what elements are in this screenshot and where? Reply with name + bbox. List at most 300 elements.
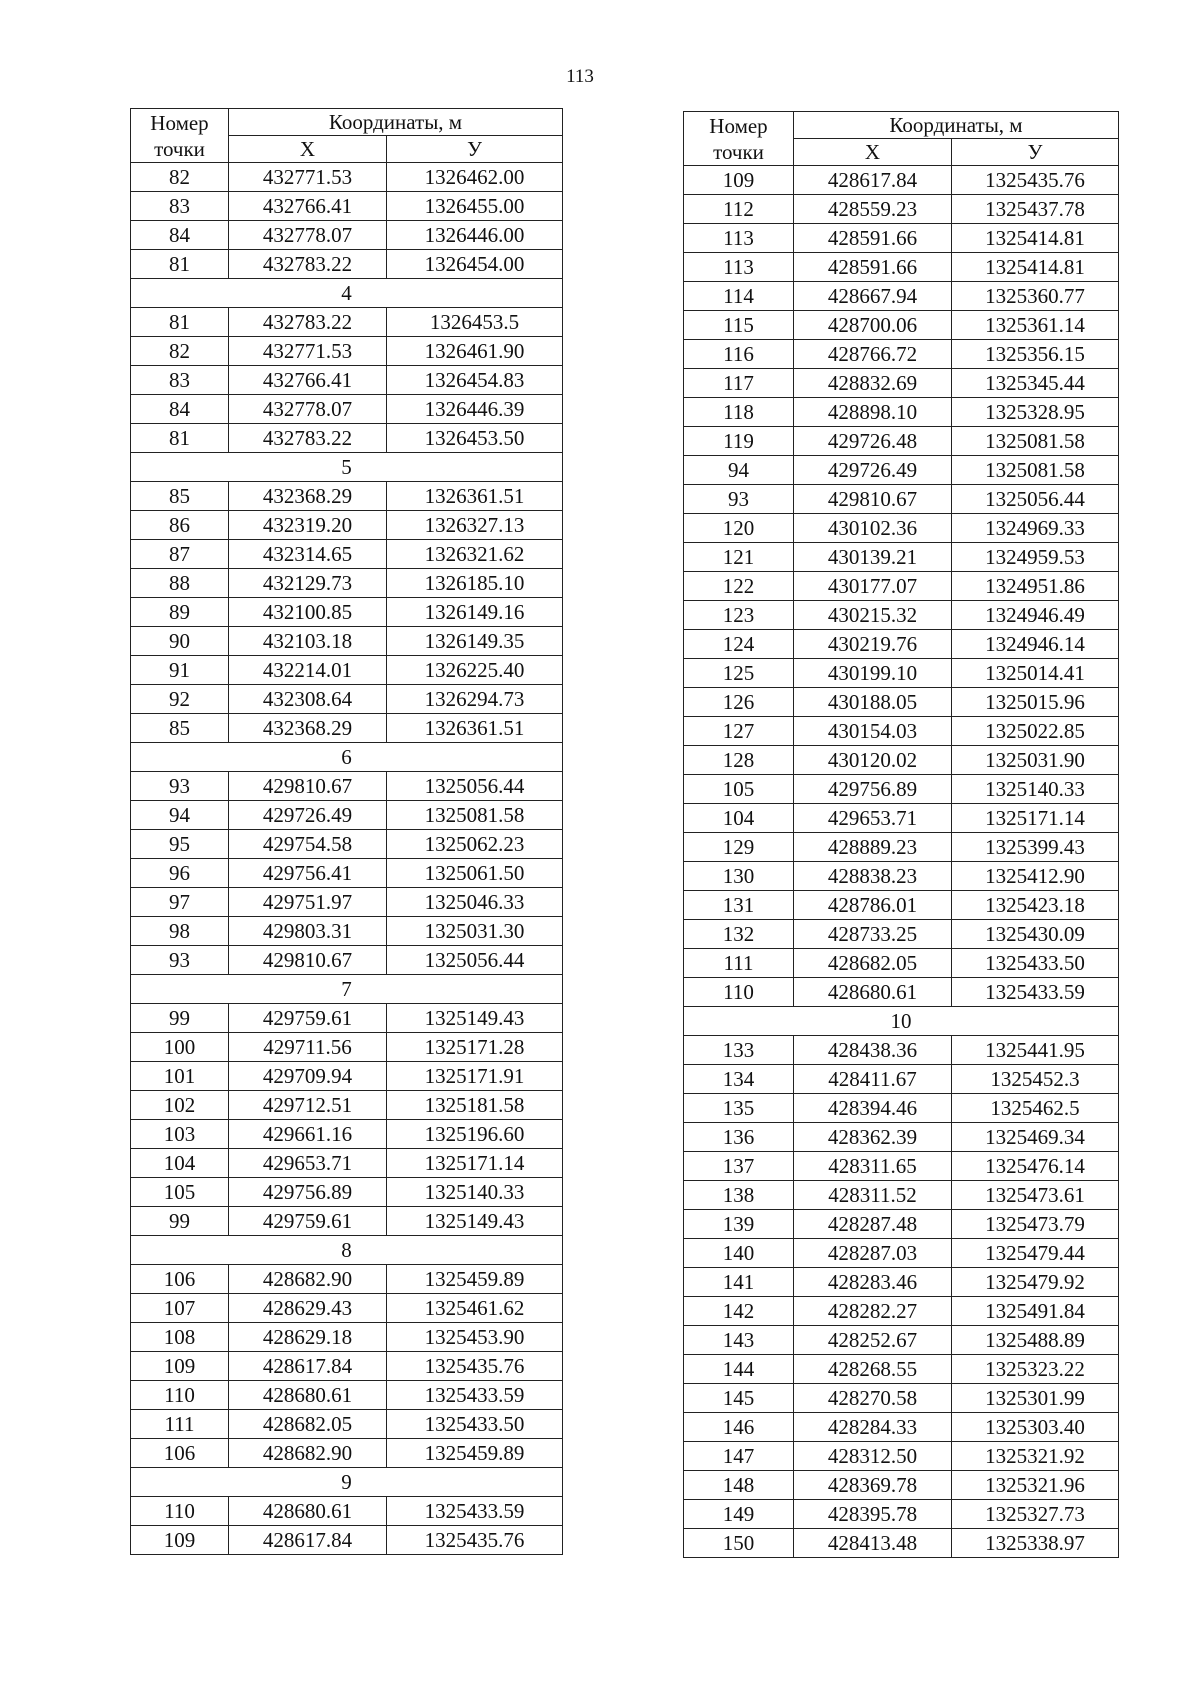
table-row	[131, 917, 563, 946]
x-coordinate-cell: 430102.36	[794, 514, 952, 543]
point-number-cell: 135	[684, 1094, 794, 1123]
table-row	[684, 224, 1119, 253]
point-number-cell: 120	[684, 514, 794, 543]
x-coordinate-cell: 432783.22	[229, 250, 387, 279]
y-coordinate-cell: 1325488.89	[952, 1326, 1119, 1355]
table-row	[684, 862, 1119, 891]
y-coordinate-cell: 1326462.00	[387, 163, 563, 192]
table-row	[131, 1410, 563, 1439]
x-coordinate-cell: 429759.61	[229, 1004, 387, 1033]
point-number-cell: 103	[131, 1120, 229, 1149]
y-coordinate-cell: 1325301.99	[952, 1384, 1119, 1413]
x-coordinate-cell: 428284.33	[794, 1413, 952, 1442]
table-row	[131, 482, 563, 511]
table-row	[131, 1207, 563, 1236]
table-row	[131, 859, 563, 888]
point-number-cell: 83	[131, 192, 229, 221]
y-coordinate-cell: 1324951.86	[952, 572, 1119, 601]
table-row	[131, 1149, 563, 1178]
table-row	[131, 569, 563, 598]
point-number-cell: 91	[131, 656, 229, 685]
x-coordinate-cell: 428283.46	[794, 1268, 952, 1297]
table-row	[684, 949, 1119, 978]
point-number-cell: 111	[684, 949, 794, 978]
section-number: 6	[131, 743, 563, 772]
y-coordinate-cell: 1325441.95	[952, 1036, 1119, 1065]
table-row	[131, 250, 563, 279]
page-number: 113	[566, 66, 594, 87]
table-row	[684, 1036, 1119, 1065]
y-coordinate-cell: 1325437.78	[952, 195, 1119, 224]
table-row	[131, 1120, 563, 1149]
y-coordinate-cell: 1325423.18	[952, 891, 1119, 920]
y-coordinate-cell: 1325433.59	[952, 978, 1119, 1007]
table-row	[684, 833, 1119, 862]
y-coordinate-cell: 1325473.79	[952, 1210, 1119, 1239]
table-row	[131, 511, 563, 540]
x-coordinate-cell: 429756.89	[229, 1178, 387, 1207]
x-coordinate-cell: 429754.58	[229, 830, 387, 859]
point-number-cell: 123	[684, 601, 794, 630]
x-coordinate-cell: 428438.36	[794, 1036, 952, 1065]
y-coordinate-cell: 1325491.84	[952, 1297, 1119, 1326]
point-number-cell: 81	[131, 250, 229, 279]
x-coordinate-cell: 429756.89	[794, 775, 952, 804]
y-coordinate-cell: 1325056.44	[387, 946, 563, 975]
x-coordinate-cell: 428270.58	[794, 1384, 952, 1413]
x-coordinate-cell: 432100.85	[229, 598, 387, 627]
x-coordinate-cell: 428395.78	[794, 1500, 952, 1529]
table-row	[131, 888, 563, 917]
point-number-cell: 133	[684, 1036, 794, 1065]
point-number-cell: 105	[684, 775, 794, 804]
section-number: 8	[131, 1236, 563, 1265]
x-coordinate-cell: 428838.23	[794, 862, 952, 891]
y-coordinate-cell: 1325414.81	[952, 253, 1119, 282]
table-row	[131, 337, 563, 366]
point-number-cell: 109	[131, 1352, 229, 1381]
point-number-cell: 107	[131, 1294, 229, 1323]
x-coordinate-cell: 428617.84	[229, 1352, 387, 1381]
table-row	[131, 1265, 563, 1294]
x-coordinate-cell: 432778.07	[229, 221, 387, 250]
y-coordinate-cell: 1325476.14	[952, 1152, 1119, 1181]
y-coordinate-cell: 1325338.97	[952, 1529, 1119, 1558]
y-coordinate-cell: 1325412.90	[952, 862, 1119, 891]
point-number-cell: 115	[684, 311, 794, 340]
table-row	[684, 1065, 1119, 1094]
point-number-cell: 147	[684, 1442, 794, 1471]
point-number-cell: 87	[131, 540, 229, 569]
table-row	[684, 572, 1119, 601]
y-coordinate-cell: 1326455.00	[387, 192, 563, 221]
table-row	[684, 514, 1119, 543]
table-row	[131, 163, 563, 192]
x-coordinate-cell: 428287.03	[794, 1239, 952, 1268]
y-coordinate-cell: 1325462.5	[952, 1094, 1119, 1123]
table-row	[131, 830, 563, 859]
table-row	[684, 166, 1119, 195]
point-number-cell: 145	[684, 1384, 794, 1413]
y-coordinate-cell: 1325081.58	[952, 456, 1119, 485]
table-row	[131, 1352, 563, 1381]
x-coordinate-cell: 428287.48	[794, 1210, 952, 1239]
x-coordinate-cell: 428312.50	[794, 1442, 952, 1471]
x-coordinate-cell: 432783.22	[229, 308, 387, 337]
header-coordinates: Координаты, м	[794, 112, 1119, 139]
y-coordinate-cell: 1325321.96	[952, 1471, 1119, 1500]
point-number-cell: 110	[131, 1381, 229, 1410]
table-row	[684, 630, 1119, 659]
x-coordinate-cell: 428394.46	[794, 1094, 952, 1123]
point-number-cell: 149	[684, 1500, 794, 1529]
x-coordinate-cell: 430154.03	[794, 717, 952, 746]
y-coordinate-cell: 1325171.28	[387, 1033, 563, 1062]
x-coordinate-cell: 429661.16	[229, 1120, 387, 1149]
y-coordinate-cell: 1325056.44	[952, 485, 1119, 514]
point-number-cell: 82	[131, 337, 229, 366]
y-coordinate-cell: 1326149.16	[387, 598, 563, 627]
table-row	[684, 485, 1119, 514]
y-coordinate-cell: 1325081.58	[952, 427, 1119, 456]
x-coordinate-cell: 432766.41	[229, 192, 387, 221]
point-number-cell: 100	[131, 1033, 229, 1062]
x-coordinate-cell: 428898.10	[794, 398, 952, 427]
x-coordinate-cell: 428268.55	[794, 1355, 952, 1384]
y-coordinate-cell: 1325303.40	[952, 1413, 1119, 1442]
x-coordinate-cell: 428680.61	[229, 1497, 387, 1526]
y-coordinate-cell: 1325328.95	[952, 398, 1119, 427]
y-coordinate-cell: 1325081.58	[387, 801, 563, 830]
table-row	[684, 775, 1119, 804]
y-coordinate-cell: 1326446.00	[387, 221, 563, 250]
y-coordinate-cell: 1325031.90	[952, 746, 1119, 775]
point-number-cell: 93	[131, 772, 229, 801]
table-row	[684, 920, 1119, 949]
point-number-cell: 86	[131, 511, 229, 540]
y-coordinate-cell: 1324946.49	[952, 601, 1119, 630]
x-coordinate-cell: 429756.41	[229, 859, 387, 888]
x-coordinate-cell: 432103.18	[229, 627, 387, 656]
y-coordinate-cell: 1324959.53	[952, 543, 1119, 572]
y-coordinate-cell: 1325433.50	[952, 949, 1119, 978]
header-point-number: Номер точки	[684, 112, 794, 166]
x-coordinate-cell: 428369.78	[794, 1471, 952, 1500]
point-number-cell: 104	[684, 804, 794, 833]
table-row	[684, 1442, 1119, 1471]
table-row	[684, 1413, 1119, 1442]
point-number-cell: 93	[684, 485, 794, 514]
point-number-cell: 136	[684, 1123, 794, 1152]
table-row	[131, 1323, 563, 1352]
y-coordinate-cell: 1325433.59	[387, 1497, 563, 1526]
point-number-cell: 126	[684, 688, 794, 717]
table-row	[684, 311, 1119, 340]
table-row	[684, 1529, 1119, 1558]
x-coordinate-cell: 428733.25	[794, 920, 952, 949]
x-coordinate-cell: 428667.94	[794, 282, 952, 311]
x-coordinate-cell: 428411.67	[794, 1065, 952, 1094]
y-coordinate-cell: 1325479.92	[952, 1268, 1119, 1297]
y-coordinate-cell: 1325140.33	[952, 775, 1119, 804]
x-coordinate-cell: 428766.72	[794, 340, 952, 369]
x-coordinate-cell: 429810.67	[229, 772, 387, 801]
y-coordinate-cell: 1325469.34	[952, 1123, 1119, 1152]
y-coordinate-cell: 1326361.51	[387, 714, 563, 743]
x-coordinate-cell: 428889.23	[794, 833, 952, 862]
x-coordinate-cell: 430188.05	[794, 688, 952, 717]
point-number-cell: 150	[684, 1529, 794, 1558]
table-row	[684, 1500, 1119, 1529]
section-separator-row	[131, 453, 563, 482]
point-number-cell: 105	[131, 1178, 229, 1207]
table-row	[684, 1471, 1119, 1500]
x-coordinate-cell: 430139.21	[794, 543, 952, 572]
y-coordinate-cell: 1325181.58	[387, 1091, 563, 1120]
point-number-cell: 81	[131, 308, 229, 337]
x-coordinate-cell: 428629.18	[229, 1323, 387, 1352]
y-coordinate-cell: 1325061.50	[387, 859, 563, 888]
header-y: У	[387, 136, 563, 163]
x-coordinate-cell: 429726.49	[229, 801, 387, 830]
section-separator-row	[131, 279, 563, 308]
table-row	[684, 1210, 1119, 1239]
section-separator-row	[131, 975, 563, 1004]
point-number-cell: 104	[131, 1149, 229, 1178]
y-coordinate-cell: 1326149.35	[387, 627, 563, 656]
y-coordinate-cell: 1325022.85	[952, 717, 1119, 746]
y-coordinate-cell: 1326453.5	[387, 308, 563, 337]
point-number-cell: 111	[131, 1410, 229, 1439]
y-coordinate-cell: 1325171.14	[387, 1149, 563, 1178]
x-coordinate-cell: 428591.66	[794, 253, 952, 282]
table-row	[684, 282, 1119, 311]
point-number-cell: 144	[684, 1355, 794, 1384]
point-number-cell: 148	[684, 1471, 794, 1500]
x-coordinate-cell: 429726.49	[794, 456, 952, 485]
point-number-cell: 110	[131, 1497, 229, 1526]
point-number-cell: 122	[684, 572, 794, 601]
point-number-cell: 98	[131, 917, 229, 946]
y-coordinate-cell: 1325459.89	[387, 1439, 563, 1468]
table-row	[131, 598, 563, 627]
table-row	[684, 746, 1119, 775]
point-number-cell: 96	[131, 859, 229, 888]
table-row	[684, 1094, 1119, 1123]
x-coordinate-cell: 432368.29	[229, 482, 387, 511]
point-number-cell: 109	[131, 1526, 229, 1555]
x-coordinate-cell: 429810.67	[229, 946, 387, 975]
table-row	[684, 1239, 1119, 1268]
x-coordinate-cell: 429711.56	[229, 1033, 387, 1062]
x-coordinate-cell: 432771.53	[229, 337, 387, 366]
y-coordinate-cell: 1325356.15	[952, 340, 1119, 369]
section-number: 10	[684, 1007, 1119, 1036]
table-row	[131, 772, 563, 801]
point-number-cell: 127	[684, 717, 794, 746]
table-row	[684, 1181, 1119, 1210]
point-number-cell: 117	[684, 369, 794, 398]
y-coordinate-cell: 1325140.33	[387, 1178, 563, 1207]
point-number-cell: 132	[684, 920, 794, 949]
x-coordinate-cell: 432778.07	[229, 395, 387, 424]
table-row	[131, 627, 563, 656]
table-row	[131, 1091, 563, 1120]
table-row	[684, 1326, 1119, 1355]
table-row	[131, 366, 563, 395]
y-coordinate-cell: 1325327.73	[952, 1500, 1119, 1529]
table-row	[684, 891, 1119, 920]
x-coordinate-cell: 429653.71	[229, 1149, 387, 1178]
section-separator-row	[131, 1236, 563, 1265]
x-coordinate-cell: 430219.76	[794, 630, 952, 659]
y-coordinate-cell: 1325414.81	[952, 224, 1119, 253]
table-row	[131, 192, 563, 221]
y-coordinate-cell: 1325430.09	[952, 920, 1119, 949]
x-coordinate-cell: 429751.97	[229, 888, 387, 917]
point-number-cell: 101	[131, 1062, 229, 1091]
table-row	[684, 1384, 1119, 1413]
y-coordinate-cell: 1325473.61	[952, 1181, 1119, 1210]
y-coordinate-cell: 1324969.33	[952, 514, 1119, 543]
table-row	[131, 714, 563, 743]
y-coordinate-cell: 1325031.30	[387, 917, 563, 946]
x-coordinate-cell: 428311.52	[794, 1181, 952, 1210]
y-coordinate-cell: 1325459.89	[387, 1265, 563, 1294]
table-row	[684, 659, 1119, 688]
point-number-cell: 143	[684, 1326, 794, 1355]
section-number: 5	[131, 453, 563, 482]
x-coordinate-cell: 428311.65	[794, 1152, 952, 1181]
table-row	[131, 1062, 563, 1091]
y-coordinate-cell: 1326454.83	[387, 366, 563, 395]
point-number-cell: 108	[131, 1323, 229, 1352]
y-coordinate-cell: 1325461.62	[387, 1294, 563, 1323]
table-row	[131, 1178, 563, 1207]
point-number-cell: 89	[131, 598, 229, 627]
y-coordinate-cell: 1325345.44	[952, 369, 1119, 398]
point-number-cell: 141	[684, 1268, 794, 1297]
x-coordinate-cell: 430215.32	[794, 601, 952, 630]
y-coordinate-cell: 1326225.40	[387, 656, 563, 685]
point-number-cell: 95	[131, 830, 229, 859]
x-coordinate-cell: 432129.73	[229, 569, 387, 598]
table-row	[684, 804, 1119, 833]
x-coordinate-cell: 428413.48	[794, 1529, 952, 1558]
point-number-cell: 90	[131, 627, 229, 656]
point-number-cell: 139	[684, 1210, 794, 1239]
coordinates-table-left	[130, 108, 563, 1555]
y-coordinate-cell: 1325360.77	[952, 282, 1119, 311]
x-coordinate-cell: 428682.05	[229, 1410, 387, 1439]
table-row	[684, 688, 1119, 717]
x-coordinate-cell: 428591.66	[794, 224, 952, 253]
y-coordinate-cell: 1326327.13	[387, 511, 563, 540]
table-row	[684, 601, 1119, 630]
section-number: 9	[131, 1468, 563, 1497]
point-number-cell: 106	[131, 1439, 229, 1468]
x-coordinate-cell: 432783.22	[229, 424, 387, 453]
table-row	[131, 395, 563, 424]
table-row	[684, 369, 1119, 398]
table-row	[684, 1297, 1119, 1326]
table-row	[684, 398, 1119, 427]
point-number-cell: 85	[131, 482, 229, 511]
table-row	[131, 1033, 563, 1062]
point-number-cell: 92	[131, 685, 229, 714]
point-number-cell: 129	[684, 833, 794, 862]
x-coordinate-cell: 432368.29	[229, 714, 387, 743]
point-number-cell: 113	[684, 253, 794, 282]
header-y: У	[952, 139, 1119, 166]
point-number-cell: 84	[131, 221, 229, 250]
table-row	[684, 340, 1119, 369]
table-row	[131, 308, 563, 337]
x-coordinate-cell: 428362.39	[794, 1123, 952, 1152]
x-coordinate-cell: 432308.64	[229, 685, 387, 714]
x-coordinate-cell: 428682.90	[229, 1265, 387, 1294]
x-coordinate-cell: 430199.10	[794, 659, 952, 688]
table-row	[131, 801, 563, 830]
y-coordinate-cell: 1325062.23	[387, 830, 563, 859]
table-row	[131, 1294, 563, 1323]
point-number-cell: 83	[131, 366, 229, 395]
x-coordinate-cell: 428629.43	[229, 1294, 387, 1323]
x-coordinate-cell: 430120.02	[794, 746, 952, 775]
y-coordinate-cell: 1326361.51	[387, 482, 563, 511]
y-coordinate-cell: 1325435.76	[387, 1526, 563, 1555]
x-coordinate-cell: 429726.48	[794, 427, 952, 456]
y-coordinate-cell: 1325479.44	[952, 1239, 1119, 1268]
point-number-cell: 130	[684, 862, 794, 891]
y-coordinate-cell: 1326446.39	[387, 395, 563, 424]
x-coordinate-cell: 429709.94	[229, 1062, 387, 1091]
y-coordinate-cell: 1325323.22	[952, 1355, 1119, 1384]
x-coordinate-cell: 428682.90	[229, 1439, 387, 1468]
y-coordinate-cell: 1325433.50	[387, 1410, 563, 1439]
header-coordinates: Координаты, м	[229, 109, 563, 136]
x-coordinate-cell: 428617.84	[229, 1526, 387, 1555]
y-coordinate-cell: 1326321.62	[387, 540, 563, 569]
table-row	[684, 1152, 1119, 1181]
y-coordinate-cell: 1325321.92	[952, 1442, 1119, 1471]
point-number-cell: 94	[684, 456, 794, 485]
point-number-cell: 119	[684, 427, 794, 456]
y-coordinate-cell: 1325433.59	[387, 1381, 563, 1410]
point-number-cell: 85	[131, 714, 229, 743]
x-coordinate-cell: 432314.65	[229, 540, 387, 569]
table-row	[131, 1381, 563, 1410]
y-coordinate-cell: 1325435.76	[952, 166, 1119, 195]
x-coordinate-cell: 432766.41	[229, 366, 387, 395]
table-row	[131, 685, 563, 714]
table-row	[684, 1123, 1119, 1152]
point-number-cell: 140	[684, 1239, 794, 1268]
point-number-cell: 146	[684, 1413, 794, 1442]
table-row	[131, 1526, 563, 1555]
point-number-cell: 142	[684, 1297, 794, 1326]
y-coordinate-cell: 1325015.96	[952, 688, 1119, 717]
point-number-cell: 99	[131, 1004, 229, 1033]
table-row	[131, 1439, 563, 1468]
table-row	[684, 195, 1119, 224]
header-point-number: Номер точки	[131, 109, 229, 163]
coordinates-table-right	[683, 111, 1119, 1558]
y-coordinate-cell: 1324946.14	[952, 630, 1119, 659]
table-row	[131, 946, 563, 975]
x-coordinate-cell: 430177.07	[794, 572, 952, 601]
point-number-cell: 97	[131, 888, 229, 917]
